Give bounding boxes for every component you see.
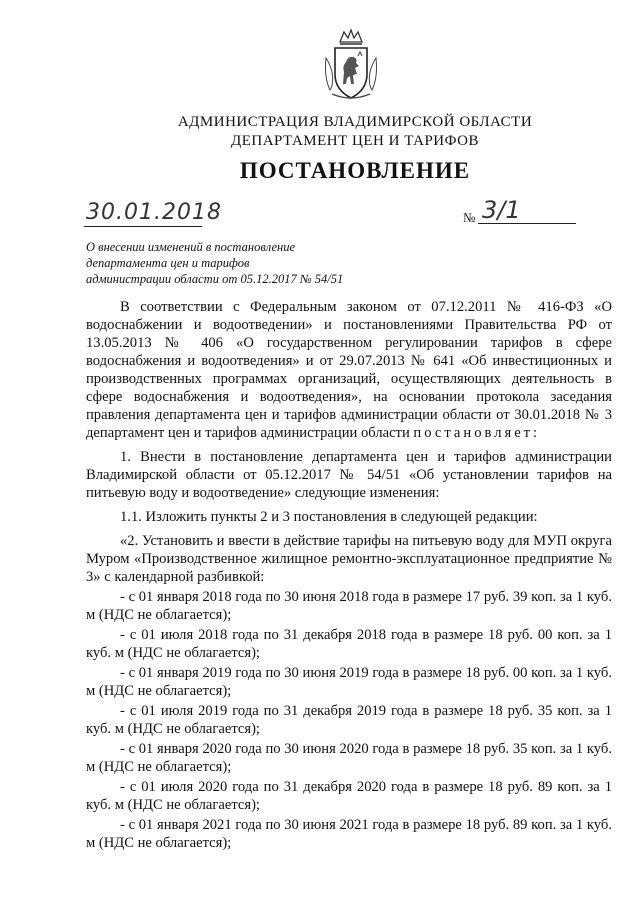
department-heading: ДЕПАРТАМЕНТ ЦЕН И ТАРИФОВ <box>230 133 480 149</box>
preamble-paragraph <box>86 298 612 442</box>
number-label: № <box>463 210 476 225</box>
tariff-item: - с 01 января 2019 года по 30 июня 2019 года в размере 18 руб. 00 коп. за 1 куб. м (НДС не облагается); <box>86 665 612 699</box>
document-title: ПОСТАНОВЛЕНИЕ <box>239 158 471 183</box>
coat-of-arms-icon <box>322 28 380 102</box>
paragraph-2: «2. Установить и ввести в действие тарифы на питьевую воду для МУП округа Муром «Производственное жилищное ремонтно-эксплуатационное предприятие № 3» с календарной разбивкой: <box>86 533 612 585</box>
paragraph-1-1: 1.1. Изложить пункты 2 и 3 постановления в следующей редакции: <box>120 509 538 525</box>
tariff-item: - с 01 января 2020 года по 30 июня 2020 года в размере 18 руб. 35 коп. за 1 куб. м (НДС не облагается); <box>86 741 612 775</box>
paragraph-1: 1. Внести в постановление департамента цен и тарифов администрации Владимирской области от 05.12.2017 № 54/51 «Об установлении тарифов на питьевую воду и водоотведение» следующие изменения: <box>86 449 612 501</box>
tariff-item: - с 01 июля 2018 года по 31 декабря 2018 года в размере 18 руб. 00 коп. за 1 куб. м (НДС не облагается); <box>86 627 612 661</box>
tariff-item: - с 01 июля 2020 года по 31 декабря 2020 года в размере 18 руб. 89 коп. за 1 куб. м (НДС не облагается); <box>86 779 612 813</box>
tariff-item: - с 01 января 2018 года по 30 июня 2018 года в размере 17 руб. 39 коп. за 1 куб. м (НДС не облагается); <box>86 589 612 623</box>
document-number: 3/1 <box>482 196 521 224</box>
preamble-text: В соответствии с Федеральным законом от 07.12.2011 № 416-ФЗ «О водоснабжении и водоотведении» и постановлениями Правительства РФ от 13.05.2013 № 406 «О государственном регулировании тарифов в сфере водоснабжения и водоотведения» и от 29.07.2013 № 641 «Об инвестиционных и производственных программах организаций, осуществляющих деятельность в сфере водоснабжения и водоотведения», на основании протокола заседания правления департамента цен и тарифов администрации области от 30.01.2018 № 3 департамент цен и тарифов администрации области <box>86 299 612 441</box>
subject-line: департамента цен и тарифов <box>86 256 250 270</box>
document-date: 30.01.2018 <box>86 200 222 225</box>
decree-word: постановляет: <box>413 425 541 441</box>
document-body <box>86 298 612 852</box>
tariff-item: - с 01 января 2021 года по 30 июня 2021 года в размере 18 руб. 89 коп. за 1 куб. м (НДС не облагается); <box>86 817 612 851</box>
date-underline <box>84 226 202 227</box>
tariff-item: - с 01 июля 2019 года по 31 декабря 2019 года в размере 18 руб. 35 коп. за 1 куб. м (НДС не облагается); <box>86 703 612 737</box>
subject-line: администрации области от 05.12.2017 № 54/51 <box>86 272 344 286</box>
subject-line: О внесении изменений в постановление <box>86 240 296 254</box>
document-subject <box>86 239 343 287</box>
number-underline <box>478 223 576 224</box>
administration-heading: АДМИНИСТРАЦИЯ ВЛАДИМИРСКОЙ ОБЛАСТИ <box>177 114 533 130</box>
